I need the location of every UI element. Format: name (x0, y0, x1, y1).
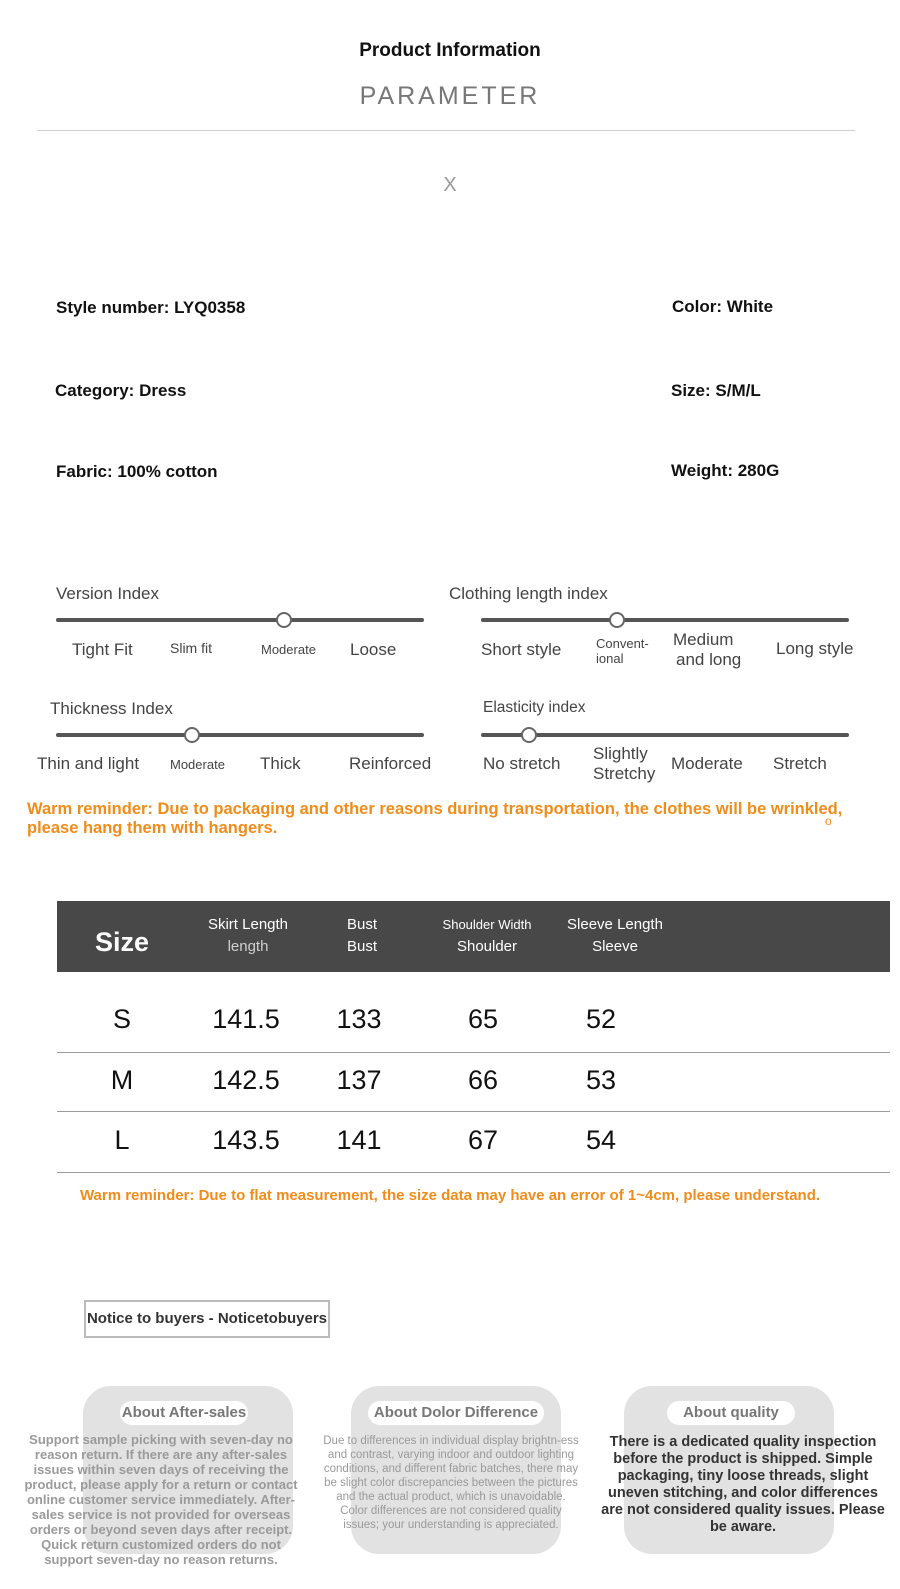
thickness-index-knob[interactable] (184, 727, 200, 743)
color-difference-text: Due to differences in individual display brightn-ess and contrast, varying indoor and outdoor lighting conditions, and different fabric batches, there may be slight color discrepancies between the pictures and the actual product, which is unavoidable. Color differences are not considered quality issues; your understanding is appreciated. (323, 1435, 579, 1531)
elasticity-option: Stretchy (593, 764, 656, 783)
cell-shoulder: 66 (467, 1065, 499, 1095)
length-index-track (481, 618, 849, 622)
elasticity-option: Moderate (671, 754, 743, 773)
page-title: Product Information (359, 40, 541, 61)
elasticity-option: Slightly (593, 744, 648, 763)
cell-sleeve: 54 (585, 1125, 617, 1155)
category-spec: Category: Dress (55, 381, 187, 400)
thickness-option: Thin and light (37, 754, 140, 773)
elasticity-index-title: Elasticity index (483, 699, 586, 716)
close-icon[interactable]: X (443, 174, 457, 196)
style-number: Style number: LYQ0358 (56, 298, 246, 317)
size-header: Size (95, 927, 150, 957)
elasticity-option: Stretch (773, 754, 827, 773)
cell-bust: 141 (336, 1125, 382, 1155)
elasticity-option: No stretch (483, 754, 561, 773)
version-index-title: Version Index (56, 584, 160, 603)
cell-skirt: 143.5 (212, 1125, 280, 1155)
reminder-mark: o (825, 814, 832, 828)
cell-sleeve: 52 (585, 1004, 617, 1034)
thickness-index-track (56, 733, 424, 737)
wrinkle-reminder: Warm reminder: Due to packaging and other reasons during transportation, the clothes will be wrinkled, please hang them with hangers. (27, 800, 843, 837)
bust-header (322, 914, 402, 958)
length-option: and long (676, 650, 742, 669)
cell-skirt: 142.5 (212, 1065, 280, 1095)
cell-size: L (114, 1125, 130, 1155)
sleeve-label: Sleeve Length (567, 916, 663, 933)
fabric-spec: Fabric: 100% cotton (56, 462, 218, 481)
notice-to-buyers: Notice to buyers - Noticetobuyers (84, 1300, 330, 1338)
bust-sublabel: Bust (346, 938, 377, 955)
version-index-knob[interactable] (276, 612, 292, 628)
cell-bust: 137 (336, 1065, 382, 1095)
size-spec: Size: S/M/L (671, 381, 761, 400)
color-difference-title: About Dolor Difference (368, 1401, 544, 1425)
shoulder-header (417, 914, 557, 958)
measurement-reminder: Warm reminder: Due to flat measurement, the size data may have an error of 1~4cm, please understand. (79, 1187, 821, 1204)
thickness-option: Moderate (170, 757, 225, 772)
length-index-title: Clothing length index (449, 584, 608, 603)
thickness-option: Thick (260, 754, 301, 773)
cell-bust: 133 (336, 1004, 382, 1034)
version-option: Slim fit (170, 640, 212, 656)
skirt-length-label: Skirt Length (207, 916, 289, 933)
sleeve-header (545, 914, 685, 958)
cell-skirt: 141.5 (212, 1004, 280, 1034)
page-subtitle: PARAMETER (359, 82, 541, 110)
length-option: Convent- (596, 636, 649, 651)
version-option: Moderate (261, 642, 316, 657)
cell-shoulder: 67 (467, 1125, 499, 1155)
elasticity-index-knob[interactable] (521, 727, 537, 743)
quality-text: There is a dedicated quality inspection before the product is shipped. Simple packaging, tiny loose threads, slight uneven stitching, and color differences are not considered quality issues. Please be aware. (601, 1434, 885, 1535)
version-option: Loose (350, 640, 397, 659)
length-option: Medium (673, 630, 734, 649)
shoulder-label: Shoulder Width (442, 917, 532, 932)
weight-spec: Weight: 280G (671, 461, 780, 480)
cell-shoulder: 65 (467, 1004, 499, 1034)
skirt-length-sublabel: length (227, 938, 269, 955)
length-option: ional (596, 651, 624, 666)
length-option: Short style (481, 640, 562, 659)
size-table-header (57, 901, 890, 972)
header-divider (37, 130, 855, 131)
length-index-knob[interactable] (609, 612, 625, 628)
quality-title: About quality (667, 1401, 795, 1425)
bust-label: Bust (346, 916, 377, 933)
after-sales-text: Support sample picking with seven-day no reason return. If there are any after-sales issues within seven days of receiving the product, please apply for a return or contact online customer service immediately. After-sales service is not provided for overseas orders or beyond seven days after receipt. Quick return customized orders do not support seven-day no reason returns. (24, 1432, 298, 1567)
color-spec: Color: White (672, 297, 774, 316)
cell-size: M (110, 1065, 134, 1095)
row-divider (57, 1052, 890, 1053)
version-index-track (56, 618, 424, 622)
cell-size: S (112, 1004, 131, 1034)
skirt-length-header (183, 914, 313, 958)
sleeve-sublabel: Sleeve (592, 938, 638, 955)
cell-sleeve: 53 (585, 1065, 617, 1095)
version-option: Tight Fit (72, 640, 133, 659)
row-divider (57, 1172, 890, 1173)
length-option: Long style (776, 639, 854, 658)
thickness-index-title: Thickness Index (50, 699, 173, 718)
after-sales-title: About After-sales (120, 1401, 248, 1425)
shoulder-sublabel: Shoulder (456, 938, 518, 955)
row-divider (57, 1111, 890, 1112)
thickness-option: Reinforced (349, 754, 432, 773)
